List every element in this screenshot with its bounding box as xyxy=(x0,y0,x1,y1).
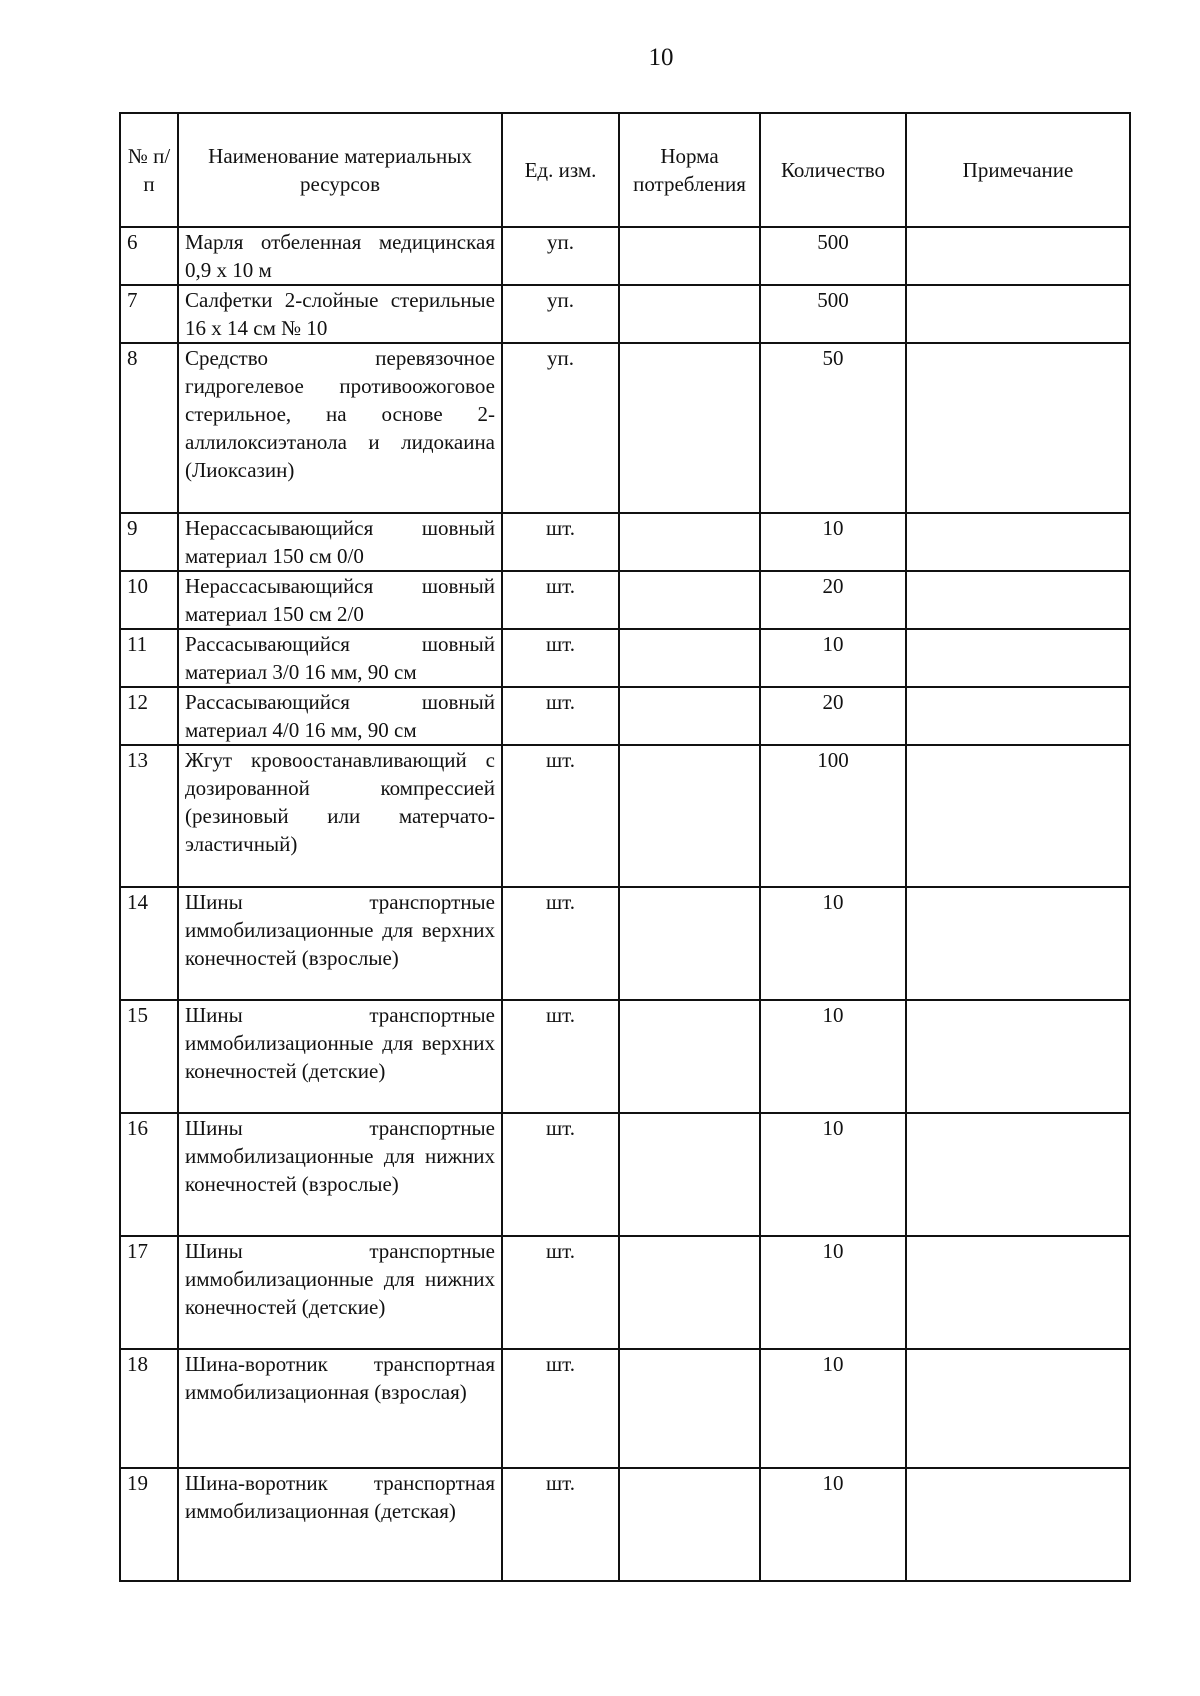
resource-name: Жгут кровоостанавливающий с дозированной компрессией (резиновый или матерчато-эластичный) xyxy=(178,745,502,887)
quantity: 10 xyxy=(760,1000,906,1113)
row-number: 19 xyxy=(120,1468,178,1581)
consumption-norm xyxy=(619,513,760,571)
note xyxy=(906,1349,1130,1468)
header-qty: Количество xyxy=(760,113,906,227)
resource-name: Салфетки 2-слойные стерильные 16 x 14 см № 10 xyxy=(178,285,502,343)
consumption-norm xyxy=(619,1000,760,1113)
quantity: 50 xyxy=(760,343,906,513)
quantity: 10 xyxy=(760,629,906,687)
note xyxy=(906,571,1130,629)
table-row xyxy=(120,1468,1130,1581)
unit: шт. xyxy=(502,745,619,887)
row-number: 8 xyxy=(120,343,178,513)
unit: шт. xyxy=(502,1349,619,1468)
row-number: 7 xyxy=(120,285,178,343)
unit: уп. xyxy=(502,343,619,513)
unit: шт. xyxy=(502,1113,619,1236)
table-row xyxy=(120,687,1130,745)
row-number: 11 xyxy=(120,629,178,687)
row-number: 17 xyxy=(120,1236,178,1349)
resource-name: Средство перевязочное гидрогелевое противоожоговое стерильное, на основе 2-аллилоксиэтанола и лидокаина (Лиоксазин) xyxy=(178,343,502,513)
header-norm: Норма потребления xyxy=(619,113,760,227)
unit: шт. xyxy=(502,687,619,745)
table-row xyxy=(120,285,1130,343)
page-number: 10 xyxy=(648,44,674,71)
header-name: Наименование материальных ресурсов xyxy=(178,113,502,227)
quantity: 20 xyxy=(760,571,906,629)
consumption-norm xyxy=(619,1349,760,1468)
quantity: 500 xyxy=(760,285,906,343)
consumption-norm xyxy=(619,1236,760,1349)
quantity: 20 xyxy=(760,687,906,745)
row-number: 16 xyxy=(120,1113,178,1236)
table-row xyxy=(120,1000,1130,1113)
row-number: 12 xyxy=(120,687,178,745)
resource-name: Рассасывающийся шовный материал 3/0 16 мм, 90 см xyxy=(178,629,502,687)
note xyxy=(906,227,1130,285)
resource-name: Нерассасывающийся шовный материал 150 см 0/0 xyxy=(178,513,502,571)
table-row xyxy=(120,745,1130,887)
resource-name: Шины транспортные иммобилизационные для верхних конечностей (детские) xyxy=(178,1000,502,1113)
resource-name: Нерассасывающийся шовный материал 150 см 2/0 xyxy=(178,571,502,629)
unit: шт. xyxy=(502,571,619,629)
consumption-norm xyxy=(619,745,760,887)
unit: шт. xyxy=(502,629,619,687)
table-row xyxy=(120,513,1130,571)
resource-name: Шины транспортные иммобилизационные для нижних конечностей (детские) xyxy=(178,1236,502,1349)
consumption-norm xyxy=(619,629,760,687)
table-row xyxy=(120,1349,1130,1468)
unit: шт. xyxy=(502,887,619,1000)
resource-name: Шина-воротник транспортная иммобилизационная (детская) xyxy=(178,1468,502,1581)
note xyxy=(906,1236,1130,1349)
header-unit: Ед. изм. xyxy=(502,113,619,227)
table-row xyxy=(120,629,1130,687)
unit: шт. xyxy=(502,1468,619,1581)
row-number: 6 xyxy=(120,227,178,285)
consumption-norm xyxy=(619,687,760,745)
note xyxy=(906,1000,1130,1113)
quantity: 500 xyxy=(760,227,906,285)
quantity: 10 xyxy=(760,1468,906,1581)
note xyxy=(906,513,1130,571)
resources-table xyxy=(119,112,1131,1582)
resource-name: Шина-воротник транспортная иммобилизационная (взрослая) xyxy=(178,1349,502,1468)
table-row xyxy=(120,1236,1130,1349)
row-number: 13 xyxy=(120,745,178,887)
quantity: 10 xyxy=(760,1113,906,1236)
quantity: 10 xyxy=(760,887,906,1000)
row-number: 14 xyxy=(120,887,178,1000)
note xyxy=(906,1468,1130,1581)
unit: шт. xyxy=(502,1236,619,1349)
note xyxy=(906,687,1130,745)
quantity: 10 xyxy=(760,1236,906,1349)
unit: уп. xyxy=(502,227,619,285)
consumption-norm xyxy=(619,1113,760,1236)
resource-name: Рассасывающийся шовный материал 4/0 16 мм, 90 см xyxy=(178,687,502,745)
row-number: 18 xyxy=(120,1349,178,1468)
consumption-norm xyxy=(619,285,760,343)
table-row xyxy=(120,1113,1130,1236)
row-number: 9 xyxy=(120,513,178,571)
consumption-norm xyxy=(619,227,760,285)
note xyxy=(906,1113,1130,1236)
row-number: 10 xyxy=(120,571,178,629)
unit: уп. xyxy=(502,285,619,343)
table-header-row xyxy=(120,113,1130,227)
header-note: Примечание xyxy=(906,113,1130,227)
quantity: 10 xyxy=(760,1349,906,1468)
header-num: № п/п xyxy=(120,113,178,227)
resource-name: Шины транспортные иммобилизационные для нижних конечностей (взрослые) xyxy=(178,1113,502,1236)
resource-name: Марля отбеленная медицинская 0,9 x 10 м xyxy=(178,227,502,285)
quantity: 10 xyxy=(760,513,906,571)
note xyxy=(906,285,1130,343)
note xyxy=(906,887,1130,1000)
unit: шт. xyxy=(502,1000,619,1113)
row-number: 15 xyxy=(120,1000,178,1113)
consumption-norm xyxy=(619,343,760,513)
resource-name: Шины транспортные иммобилизационные для верхних конечностей (взрослые) xyxy=(178,887,502,1000)
table-row xyxy=(120,887,1130,1000)
table-row xyxy=(120,571,1130,629)
consumption-norm xyxy=(619,1468,760,1581)
note xyxy=(906,629,1130,687)
note xyxy=(906,343,1130,513)
consumption-norm xyxy=(619,571,760,629)
unit: шт. xyxy=(502,513,619,571)
table-row xyxy=(120,227,1130,285)
note xyxy=(906,745,1130,887)
consumption-norm xyxy=(619,887,760,1000)
quantity: 100 xyxy=(760,745,906,887)
table-row xyxy=(120,343,1130,513)
